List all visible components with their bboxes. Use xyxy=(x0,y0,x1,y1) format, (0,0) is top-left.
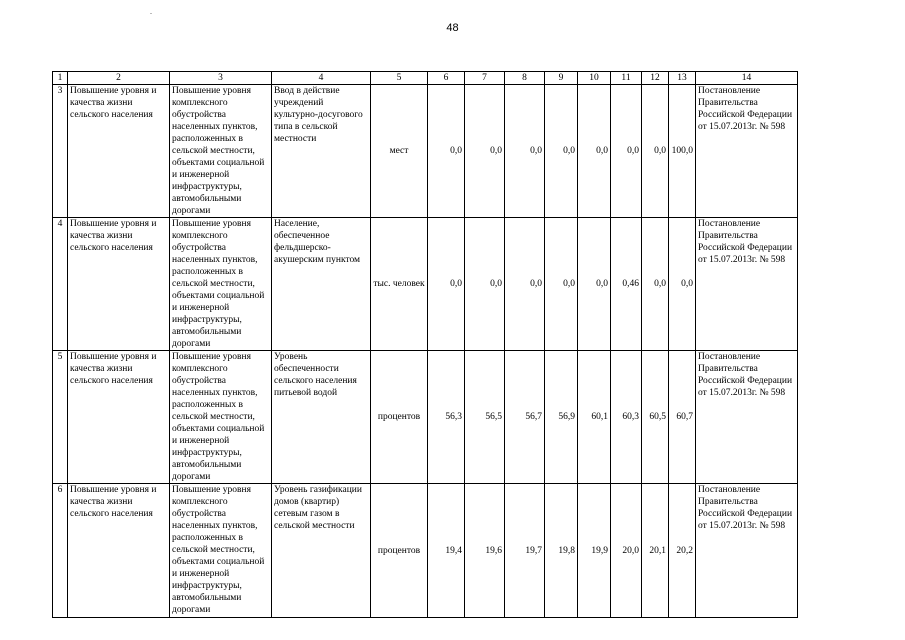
value-cell: 0,0 xyxy=(642,85,669,218)
column-header: 10 xyxy=(578,72,611,85)
column-header: 3 xyxy=(170,72,272,85)
row-number: 5 xyxy=(53,351,68,484)
unit-cell: процентов xyxy=(371,351,428,484)
table-row xyxy=(53,85,798,218)
goal-cell: Повышение уровня и качества жизни сельского населения xyxy=(68,351,170,484)
column-header: 7 xyxy=(465,72,505,85)
value-cell: 0,0 xyxy=(505,85,545,218)
column-header: 11 xyxy=(611,72,642,85)
value-cell: 56,7 xyxy=(505,351,545,484)
value-cell: 0,0 xyxy=(578,85,611,218)
value-cell: 0,0 xyxy=(428,218,465,351)
value-cell: 60,7 xyxy=(669,351,696,484)
value-cell: 56,9 xyxy=(545,351,578,484)
column-number-row xyxy=(53,72,798,85)
column-header: 13 xyxy=(669,72,696,85)
column-header: 8 xyxy=(505,72,545,85)
column-header: 1 xyxy=(53,72,68,85)
value-cell: 0,0 xyxy=(545,85,578,218)
indicator-cell: Уровень газификации домов (квартир) сетевым газом в сельской местности xyxy=(272,484,371,618)
table-row xyxy=(53,484,798,618)
goal-cell: Повышение уровня и качества жизни сельского населения xyxy=(68,484,170,618)
column-header: 9 xyxy=(545,72,578,85)
value-cell: 20,1 xyxy=(642,484,669,618)
unit-cell: тыс. человек xyxy=(371,218,428,351)
scan-mark xyxy=(150,13,152,14)
value-cell: 0,46 xyxy=(611,218,642,351)
program-cell: Повышение уровня комплексного обустройства населенных пунктов, расположенных в сельской местности, объектами социальной и инженерной инфраструктуры, автомобильными дорогами xyxy=(170,85,272,218)
indicators-table xyxy=(52,71,798,618)
source-cell: Постановление Правительства Российской Федерации от 15.07.2013г. № 598 xyxy=(696,484,798,618)
value-cell: 56,3 xyxy=(428,351,465,484)
column-header: 4 xyxy=(272,72,371,85)
source-cell: Постановление Правительства Российской Федерации от 15.07.2013г. № 598 xyxy=(696,218,798,351)
value-cell: 56,5 xyxy=(465,351,505,484)
value-cell: 19,9 xyxy=(578,484,611,618)
indicator-cell: Население, обеспеченное фельдшерско-акушерским пунктом xyxy=(272,218,371,351)
value-cell: 0,0 xyxy=(669,218,696,351)
value-cell: 19,7 xyxy=(505,484,545,618)
value-cell: 0,0 xyxy=(428,85,465,218)
source-cell: Постановление Правительства Российской Федерации от 15.07.2013г. № 598 xyxy=(696,85,798,218)
program-cell: Повышение уровня комплексного обустройства населенных пунктов, расположенных в сельской местности, объектами социальной и инженерной инфраструктуры, автомобильными дорогами xyxy=(170,218,272,351)
value-cell: 60,3 xyxy=(611,351,642,484)
value-cell: 19,6 xyxy=(465,484,505,618)
program-cell: Повышение уровня комплексного обустройства населенных пунктов, расположенных в сельской местности, объектами социальной и инженерной инфраструктуры, автомобильными дорогами xyxy=(170,351,272,484)
indicator-cell: Уровень обеспеченности сельского населения питьевой водой xyxy=(272,351,371,484)
value-cell: 60,5 xyxy=(642,351,669,484)
value-cell: 19,8 xyxy=(545,484,578,618)
table-row xyxy=(53,218,798,351)
row-number: 4 xyxy=(53,218,68,351)
table-row xyxy=(53,351,798,484)
value-cell: 0,0 xyxy=(465,218,505,351)
goal-cell: Повышение уровня и качества жизни сельского населения xyxy=(68,218,170,351)
goal-cell: Повышение уровня и качества жизни сельского населения xyxy=(68,85,170,218)
column-header: 2 xyxy=(68,72,170,85)
value-cell: 20,2 xyxy=(669,484,696,618)
value-cell: 60,1 xyxy=(578,351,611,484)
value-cell: 100,0 xyxy=(669,85,696,218)
indicator-cell: Ввод в действие учреждений культурно-досугового типа в сельской местности xyxy=(272,85,371,218)
unit-cell: процентов xyxy=(371,484,428,618)
program-cell: Повышение уровня комплексного обустройства населенных пунктов, расположенных в сельской местности, объектами социальной и инженерной инфраструктуры, автомобильными дорогами xyxy=(170,484,272,618)
row-number: 3 xyxy=(53,85,68,218)
column-header: 14 xyxy=(696,72,798,85)
value-cell: 0,0 xyxy=(642,218,669,351)
column-header: 6 xyxy=(428,72,465,85)
value-cell: 20,0 xyxy=(611,484,642,618)
row-number: 6 xyxy=(53,484,68,618)
value-cell: 0,0 xyxy=(578,218,611,351)
value-cell: 0,0 xyxy=(465,85,505,218)
column-header: 12 xyxy=(642,72,669,85)
page-number: 48 xyxy=(446,22,459,34)
source-cell: Постановление Правительства Российской Федерации от 15.07.2013г. № 598 xyxy=(696,351,798,484)
value-cell: 0,0 xyxy=(505,218,545,351)
unit-cell: мест xyxy=(371,85,428,218)
column-header: 5 xyxy=(371,72,428,85)
value-cell: 19,4 xyxy=(428,484,465,618)
value-cell: 0,0 xyxy=(611,85,642,218)
value-cell: 0,0 xyxy=(545,218,578,351)
